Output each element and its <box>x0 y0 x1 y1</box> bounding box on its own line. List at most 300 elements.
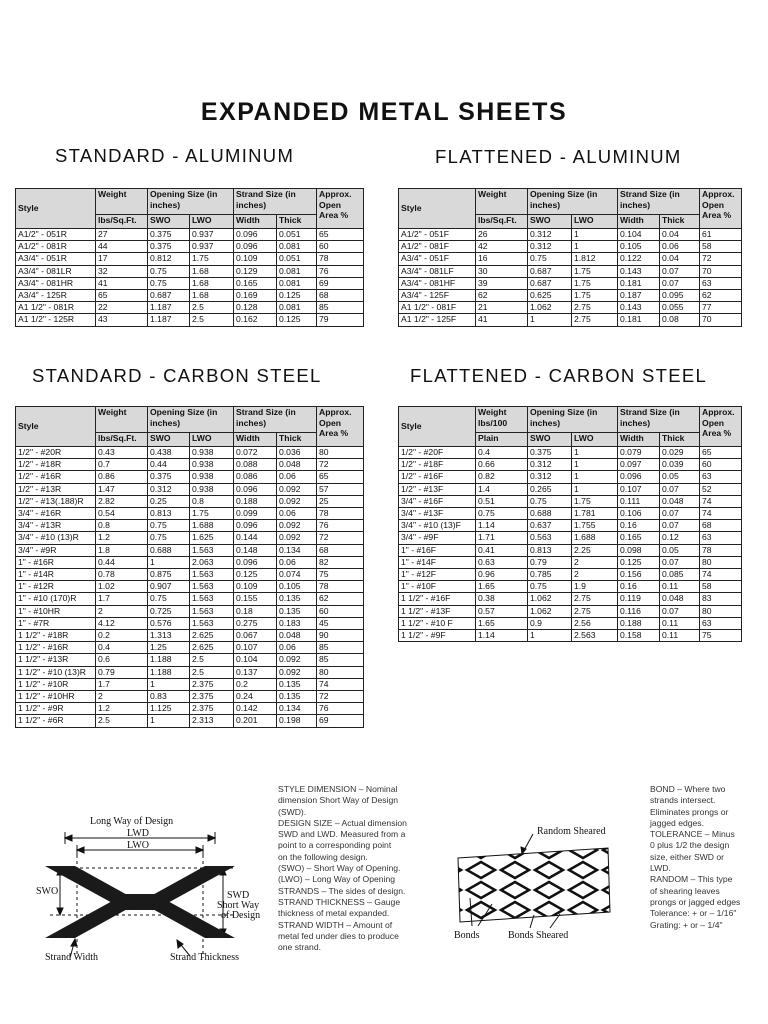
table-cell: 0.155 <box>234 593 277 605</box>
table-cell: 0.312 <box>528 471 572 483</box>
table-cell: 27 <box>96 229 148 241</box>
table-cell: 3/4" - #9R <box>16 544 96 556</box>
table-cell: 0.116 <box>618 605 660 617</box>
table-cell: 0.688 <box>148 544 190 556</box>
table-cell: 1.187 <box>148 302 190 314</box>
table-cell: 0.687 <box>528 277 572 289</box>
table-cell: 1 1/2" - #6R <box>16 715 96 727</box>
table-cell: 61 <box>700 229 742 241</box>
table-cell: 30 <box>476 265 528 277</box>
table-cell: 1" - #10HR <box>16 605 96 617</box>
table-cell: 1.563 <box>190 581 234 593</box>
table-cell: 0.75 <box>528 253 572 265</box>
table-cell: 1" - #16F <box>399 544 476 556</box>
table-cell: A3/4" - 051R <box>16 253 96 265</box>
table-cell: 1 <box>572 459 618 471</box>
table-cell: 0.375 <box>528 447 572 459</box>
table-cell: 0.312 <box>528 229 572 241</box>
table-cell: 0.165 <box>234 277 277 289</box>
table-cell: 0.135 <box>277 691 317 703</box>
random-sheared-diagram <box>430 820 630 950</box>
col-header-thick: Thick <box>660 215 700 229</box>
table-cell: 0.18 <box>234 605 277 617</box>
table-cell: 0.688 <box>528 508 572 520</box>
table-cell: 1/2" - #13(.188)R <box>16 495 96 507</box>
table-cell: 0.07 <box>660 556 700 568</box>
table-cell: 1 1/2" - #18R <box>16 630 96 642</box>
table-cell: 1 <box>528 630 572 642</box>
table-cell: 0.813 <box>148 508 190 520</box>
table-cell: 2 <box>572 556 618 568</box>
table-cell: 0.092 <box>277 532 317 544</box>
expanded-metal-dimension-diagram <box>15 808 270 968</box>
table-cell: 2.75 <box>572 302 618 314</box>
table-cell: 65 <box>700 447 742 459</box>
table-cell: 1.755 <box>572 520 618 532</box>
table-cell: 0.6 <box>96 654 148 666</box>
table-cell: 0.048 <box>277 630 317 642</box>
table-cell: 83 <box>700 593 742 605</box>
col-header-opening: Opening Size (in inches) <box>528 189 618 215</box>
table-cell: 0.106 <box>618 508 660 520</box>
table-row <box>399 302 742 314</box>
table-cell: 3/4" - #10 (13)F <box>399 520 476 532</box>
table-cell: 2.563 <box>572 630 618 642</box>
table-cell: 68 <box>317 290 364 302</box>
table-cell: 63 <box>700 471 742 483</box>
table-cell: 1.812 <box>572 253 618 265</box>
table-cell: 0.143 <box>618 302 660 314</box>
table-cell: 0.095 <box>660 290 700 302</box>
table-cell: 1/2" - #20R <box>16 447 96 459</box>
table-cell: 0.039 <box>660 459 700 471</box>
table-row <box>16 654 364 666</box>
table-row <box>16 678 364 690</box>
col-header-swo: SWO <box>148 215 190 229</box>
table-cell: 1.71 <box>476 532 528 544</box>
table-cell: 0.05 <box>660 471 700 483</box>
table-cell: 1 1/2" - #13F <box>399 605 476 617</box>
table-row <box>399 314 742 326</box>
table-row <box>399 277 742 289</box>
table-cell: 1 <box>572 241 618 253</box>
table-cell: 0.096 <box>234 483 277 495</box>
table-cell: 0.144 <box>234 532 277 544</box>
table-cell: 0.38 <box>476 593 528 605</box>
table-cell: 1.47 <box>96 483 148 495</box>
table-cell: 58 <box>700 581 742 593</box>
table-cell: 1.563 <box>190 605 234 617</box>
table-cell: A1 1/2" - 081F <box>399 302 476 314</box>
table-cell: 0.201 <box>234 715 277 727</box>
table-cell: 62 <box>700 290 742 302</box>
table-row <box>399 459 742 471</box>
table-cell: 0.181 <box>618 314 660 326</box>
col-header-lwo: LWO <box>572 433 618 447</box>
table-cell: A1 1/2" - 125F <box>399 314 476 326</box>
table-cell: 0.107 <box>234 642 277 654</box>
table-cell: 0.04 <box>660 229 700 241</box>
section-title-standard-carbon-steel: STANDARD - CARBON STEEL <box>32 365 322 386</box>
table-cell: 0.081 <box>277 265 317 277</box>
table-cell: 0.06 <box>277 471 317 483</box>
table-cell: 65 <box>317 229 364 241</box>
table-cell: 0.86 <box>96 471 148 483</box>
table-cell: 0.188 <box>234 495 277 507</box>
table-cell: 0.937 <box>190 241 234 253</box>
table-cell: 80 <box>700 556 742 568</box>
table-cell: 0.111 <box>618 495 660 507</box>
table-cell: 0.79 <box>528 556 572 568</box>
table-cell: 0.158 <box>618 630 660 642</box>
table-cell: 0.82 <box>476 471 528 483</box>
table-cell: 0.7 <box>96 459 148 471</box>
table-cell: 42 <box>476 241 528 253</box>
table-cell: 44 <box>96 241 148 253</box>
section-title-standard-aluminum: STANDARD - ALUMINUM <box>55 145 295 166</box>
table-cell: 74 <box>700 508 742 520</box>
standard-carbon-steel-table <box>15 406 364 728</box>
table-cell: 0.092 <box>277 654 317 666</box>
table-cell: 0.099 <box>234 508 277 520</box>
table-row <box>16 520 364 532</box>
table-row <box>399 229 742 241</box>
table-cell: 1 1/2" - #13R <box>16 654 96 666</box>
table-cell: 0.07 <box>660 605 700 617</box>
table-row <box>399 483 742 495</box>
table-cell: 85 <box>317 642 364 654</box>
table-cell: 1/2" - #13R <box>16 483 96 495</box>
table-cell: 62 <box>317 593 364 605</box>
table-cell: 2 <box>572 569 618 581</box>
label-short-way: Short Way <box>217 900 260 911</box>
table-cell: 1 <box>528 314 572 326</box>
table-row <box>16 290 364 302</box>
table-cell: 2.75 <box>572 593 618 605</box>
table-cell: 45 <box>317 617 364 629</box>
col-header-thick: Thick <box>277 433 317 447</box>
table-cell: 0.43 <box>96 447 148 459</box>
table-cell: 1.062 <box>528 593 572 605</box>
table-cell: 1.625 <box>190 532 234 544</box>
table-cell: 2.063 <box>190 556 234 568</box>
table-cell: 74 <box>700 495 742 507</box>
table-cell: 1 1/2" - #16F <box>399 593 476 605</box>
table-cell: 0.187 <box>618 290 660 302</box>
table-cell: 1/2" - #18R <box>16 459 96 471</box>
table-cell: 1.75 <box>572 290 618 302</box>
table-cell: 0.105 <box>277 581 317 593</box>
table-cell: 1.65 <box>476 617 528 629</box>
table-cell: 41 <box>476 314 528 326</box>
table-cell: 0.06 <box>277 508 317 520</box>
col-header-weight-unit: Plain <box>476 433 528 447</box>
table-row <box>16 253 364 265</box>
table-cell: 32 <box>96 265 148 277</box>
table-cell: 0.11 <box>660 630 700 642</box>
table-cell: 0.06 <box>277 556 317 568</box>
table-row <box>16 302 364 314</box>
table-cell: 1.14 <box>476 520 528 532</box>
table-cell: 1.062 <box>528 605 572 617</box>
col-header-swo: SWO <box>148 433 190 447</box>
table-row <box>16 447 364 459</box>
col-header-weight: Weight lbs/100 <box>476 407 528 433</box>
table-cell: 1 1/2" - #10HR <box>16 691 96 703</box>
legend-definitions: STYLE DIMENSION – Nominal dimension Short Way of Design (SWD). DESIGN SIZE – Actual dimension SWD and LWD. Measured from a point to a corresponding point on the following design. (SWO) – Short Way of Opening. (LWO) – Long Way of Opening STRANDS – The sides of design. STRAND THICKNESS – Gauge thickness of metal expanded. STRAND WIDTH – Amount of metal fed under dies to produce one strand. <box>278 784 407 953</box>
table-row <box>399 471 742 483</box>
table-cell: 0.24 <box>234 691 277 703</box>
table-cell: 0.07 <box>660 265 700 277</box>
table-cell: 16 <box>476 253 528 265</box>
table-cell: 0.135 <box>277 678 317 690</box>
label-strand-width: Strand Width <box>45 952 99 963</box>
table-cell: 0.4 <box>476 447 528 459</box>
table-cell: 2.375 <box>190 678 234 690</box>
col-header-style: Style <box>16 189 96 229</box>
table-cell: 0.048 <box>660 593 700 605</box>
table-cell: 60 <box>700 459 742 471</box>
table-row <box>16 617 364 629</box>
col-header-weight: Weight <box>96 407 148 433</box>
section-title-flattened-carbon-steel: FLATTENED - CARBON STEEL <box>410 365 708 386</box>
label-lwd: LWD <box>127 828 150 839</box>
table-cell: 0.04 <box>660 253 700 265</box>
table-cell: 0.438 <box>148 447 190 459</box>
table-cell: 0.134 <box>277 544 317 556</box>
table-cell: 0.75 <box>528 495 572 507</box>
table-row <box>16 593 364 605</box>
section-title-flattened-aluminum: FLATTENED - ALUMINUM <box>435 146 682 167</box>
table-cell: 0.125 <box>277 314 317 326</box>
table-cell: 72 <box>317 532 364 544</box>
table-cell: 2.82 <box>96 495 148 507</box>
table-row <box>399 520 742 532</box>
table-cell: 0.11 <box>660 617 700 629</box>
table-cell: 1.688 <box>190 520 234 532</box>
table-cell: 0.048 <box>660 495 700 507</box>
table-cell: 79 <box>317 314 364 326</box>
table-row <box>16 241 364 253</box>
table-cell: 0.75 <box>148 593 190 605</box>
table-cell: 70 <box>700 265 742 277</box>
table-cell: 0.088 <box>234 459 277 471</box>
table-cell: 0.375 <box>148 241 190 253</box>
table-row <box>399 532 742 544</box>
col-header-lwo: LWO <box>190 215 234 229</box>
col-header-strand: Strand Size (in inches) <box>618 189 700 215</box>
table-cell: 25 <box>317 495 364 507</box>
table-cell: 2.25 <box>572 544 618 556</box>
col-header-swo: SWO <box>528 215 572 229</box>
table-cell: 0.092 <box>277 520 317 532</box>
table-cell: 0.75 <box>148 277 190 289</box>
table-cell: 68 <box>700 520 742 532</box>
table-cell: 0.125 <box>618 556 660 568</box>
table-row <box>16 581 364 593</box>
flattened-aluminum-table <box>398 188 742 327</box>
table-cell: 0.75 <box>528 581 572 593</box>
table-cell: 0.079 <box>618 447 660 459</box>
table-cell: 1.75 <box>572 277 618 289</box>
table-cell: 72 <box>317 691 364 703</box>
label-swd: SWD <box>227 890 250 901</box>
table-cell: 0.625 <box>528 290 572 302</box>
table-cell: 1.68 <box>190 290 234 302</box>
table-cell: 0.75 <box>148 520 190 532</box>
col-header-thick: Thick <box>660 433 700 447</box>
table-cell: 3/4" - #13F <box>399 508 476 520</box>
table-row <box>399 617 742 629</box>
table-cell: 68 <box>317 544 364 556</box>
table-cell: 0.092 <box>277 495 317 507</box>
label-random-sheared: Random Sheared <box>537 826 606 837</box>
table-row <box>399 605 742 617</box>
table-cell: 0.813 <box>528 544 572 556</box>
legend-bond-tolerance: BOND – Where two strands intersect. Eliminates prongs or jagged edges. TOLERANCE – Minus 0 plus 1/2 the design size, either SWD or LWD. RANDOM – This type of shearing leaves prongs or jagged edges Tolerance: + or – 1/16" Grating: + or – 1/4" <box>650 784 741 930</box>
table-cell: 80 <box>317 447 364 459</box>
table-cell: 3/4" - #13R <box>16 520 96 532</box>
table-cell: 1 <box>572 483 618 495</box>
table-cell: 0.07 <box>660 277 700 289</box>
table-cell: 0.137 <box>234 666 277 678</box>
table-cell: 0.687 <box>148 290 190 302</box>
table-cell: 0.096 <box>234 520 277 532</box>
table-cell: A1 1/2" - 125R <box>16 314 96 326</box>
table-cell: 0.129 <box>234 265 277 277</box>
table-cell: 0.57 <box>476 605 528 617</box>
table-cell: 2.625 <box>190 642 234 654</box>
table-cell: 1.563 <box>190 544 234 556</box>
table-row <box>399 544 742 556</box>
table-row <box>16 508 364 520</box>
table-cell: 1 <box>572 229 618 241</box>
table-cell: 2.5 <box>96 715 148 727</box>
col-header-open-area: Approx. Open Area % <box>700 189 742 229</box>
table-cell: 0.812 <box>148 253 190 265</box>
table-cell: 0.75 <box>148 532 190 544</box>
table-cell: 85 <box>317 302 364 314</box>
table-row <box>16 483 364 495</box>
label-bonds-sheared: Bonds Sheared <box>508 930 569 941</box>
flattened-carbon-steel-table <box>398 406 742 642</box>
table-cell: 0.119 <box>618 593 660 605</box>
col-header-opening: Opening Size (in inches) <box>148 407 234 433</box>
table-cell: 85 <box>317 654 364 666</box>
table-row <box>16 691 364 703</box>
table-cell: A1/2" - 081R <box>16 241 96 253</box>
table-cell: 0.122 <box>618 253 660 265</box>
table-cell: 2.75 <box>572 314 618 326</box>
table-cell: 1.188 <box>148 654 190 666</box>
table-cell: 1.563 <box>190 617 234 629</box>
table-cell: 17 <box>96 253 148 265</box>
col-header-width: Width <box>234 215 277 229</box>
table-cell: 0.66 <box>476 459 528 471</box>
table-cell: A3/4" - 081LR <box>16 265 96 277</box>
table-cell: 2 <box>96 605 148 617</box>
table-cell: A3/4" - 125F <box>399 290 476 302</box>
table-cell: 0.06 <box>660 241 700 253</box>
table-cell: 63 <box>700 617 742 629</box>
table-row <box>399 290 742 302</box>
table-cell: 0.907 <box>148 581 190 593</box>
table-cell: 1" - #12F <box>399 569 476 581</box>
col-header-strand: Strand Size (in inches) <box>618 407 700 433</box>
col-header-weight-unit: lbs/Sq.Ft. <box>96 215 148 229</box>
table-cell: 0.105 <box>618 241 660 253</box>
table-cell: 2.313 <box>190 715 234 727</box>
table-row <box>399 508 742 520</box>
col-header-strand: Strand Size (in inches) <box>234 189 317 215</box>
table-cell: 0.375 <box>148 471 190 483</box>
table-cell: 2 <box>96 691 148 703</box>
table-cell: 0.79 <box>96 666 148 678</box>
table-cell: 1" - #7R <box>16 617 96 629</box>
table-cell: 0.148 <box>234 544 277 556</box>
col-header-width: Width <box>618 215 660 229</box>
table-cell: 39 <box>476 277 528 289</box>
table-cell: 0.687 <box>528 265 572 277</box>
standard-aluminum-table <box>15 188 364 327</box>
table-cell: 0.12 <box>660 532 700 544</box>
col-header-thick: Thick <box>277 215 317 229</box>
table-cell: 0.938 <box>190 471 234 483</box>
table-row <box>16 715 364 727</box>
table-row <box>16 703 364 715</box>
table-cell: 0.074 <box>277 569 317 581</box>
table-cell: 60 <box>317 605 364 617</box>
table-cell: 52 <box>700 483 742 495</box>
table-cell: 1.14 <box>476 630 528 642</box>
table-cell: 0.16 <box>618 581 660 593</box>
table-cell: 1.563 <box>190 593 234 605</box>
col-header-opening: Opening Size (in inches) <box>528 407 618 433</box>
table-cell: 1/2" - #20F <box>399 447 476 459</box>
table-cell: 21 <box>476 302 528 314</box>
table-cell: 0.07 <box>660 508 700 520</box>
table-cell: 0.096 <box>618 471 660 483</box>
table-cell: 80 <box>317 666 364 678</box>
table-cell: 0.8 <box>190 495 234 507</box>
col-header-lwo: LWO <box>190 433 234 447</box>
table-cell: 1.125 <box>148 703 190 715</box>
table-cell: 0.048 <box>277 459 317 471</box>
table-cell: 0.9 <box>528 617 572 629</box>
table-cell: 0.25 <box>148 495 190 507</box>
table-cell: 1.75 <box>190 508 234 520</box>
table-row <box>16 471 364 483</box>
table-cell: 0.265 <box>528 483 572 495</box>
table-cell: 75 <box>700 630 742 642</box>
table-cell: 69 <box>317 715 364 727</box>
table-cell: 1.187 <box>148 314 190 326</box>
table-cell: 75 <box>317 569 364 581</box>
table-cell: A3/4" - 051F <box>399 253 476 265</box>
table-row <box>16 569 364 581</box>
table-cell: 22 <box>96 302 148 314</box>
table-cell: 1 1/2" - #9R <box>16 703 96 715</box>
table-cell: 0.109 <box>234 581 277 593</box>
table-cell: 76 <box>317 703 364 715</box>
table-cell: 1.75 <box>572 265 618 277</box>
table-cell: 72 <box>317 459 364 471</box>
table-cell: 0.637 <box>528 520 572 532</box>
table-cell: A3/4" - 081HR <box>16 277 96 289</box>
table-cell: 1.7 <box>96 593 148 605</box>
table-row <box>399 581 742 593</box>
table-cell: 1.9 <box>572 581 618 593</box>
